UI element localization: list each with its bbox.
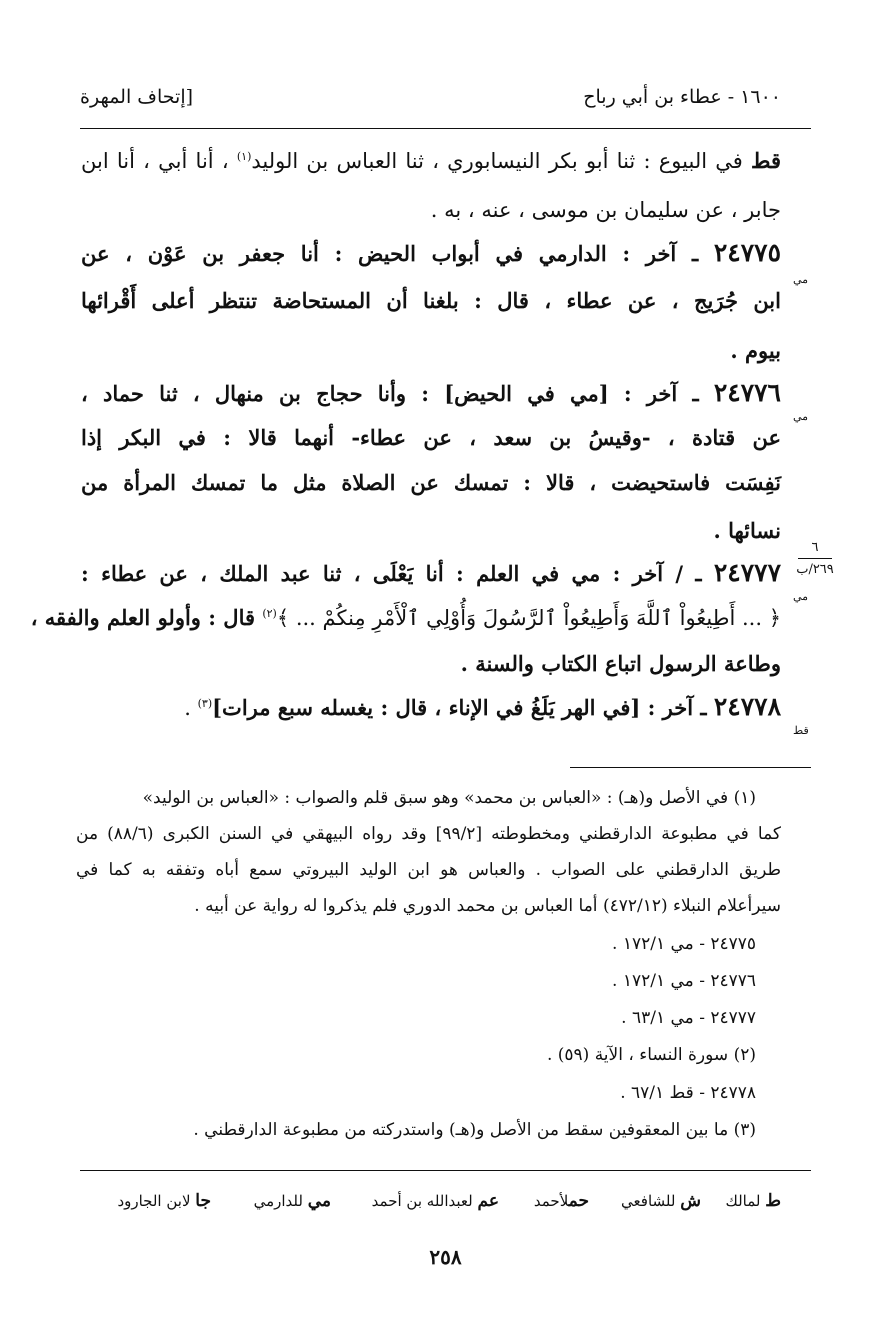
footnote-separator [570,767,811,768]
legend-item-abdullah: عم لعبدالله بن أحمد [371,1191,499,1211]
hadith-24775-line: ٢٤٧٧٥ ـ آخر : الدارمي في أبواب الحيض : أنا جعفر بن عَوْن ، عن [81,238,781,267]
source-abbr: مي [793,273,809,286]
reference-24778: ٢٤٧٧٨ - قط ٦٧/١ . [620,1083,756,1103]
source-abbr: مي [793,590,809,603]
legend-item-shafii: ش للشافعي [621,1191,701,1211]
page-number: ٢٥٨ [429,1245,462,1269]
text-line: ابن جُرَيج ، عن عطاء ، قال : بلغنا أن المستحاضة تنتظر أعلى أَقْرائها [81,288,781,313]
text-line: نسائها . [713,518,781,543]
header-rule [80,128,811,129]
text-line: قط في البيوع : ثنا أبو بكر النيسابوري ، ثنا العباس بن الوليد$^{(١)}$ ، أنا أبي ، أنا ابن [81,148,781,173]
reference-24776: ٢٤٧٧٦ - مي ١٧٢/١ . [612,971,756,991]
source-abbr: مي [793,410,809,423]
text-line: وطاعة الرسول اتباع الكتاب والسنة . [460,651,781,676]
footnote-1-cont: طريق الدارقطني على الصواب . والعباس هو ابن الوليد البيروتي سمع أباه وتفقه به كما في [76,860,781,880]
footnote-3: (٣) ما بين المعقوفين سقط من الأصل و(هـ) واستدركته من مطبوعة الدارقطني . [193,1120,756,1140]
hadith-24777-line: ٢٤٧٧٧ ـ / آخر : مي في العلم : أنا يَعْلَى ، ثنا عبد الملك ، عن عطاء : [81,558,781,587]
legend-item-jarud: جا لابن الجارود [117,1191,211,1211]
hadith-24778-line: ٢٤٧٧٨ ـ آخر : [في الهر يَلَغُ في الإناء ، قال : يغسله سبع مرات]$^{(٣)}$ . [184,692,781,721]
footnote-2: (٢) سورة النساء ، الآية (٥٩) . [546,1045,756,1065]
manuscript-folio-note: ٦ ٢٦٩/ب [796,540,834,577]
reference-24777: ٢٤٧٧٧ - مي ٦٣/١ . [621,1008,756,1028]
legend-item-darimi: مي للدارمي [253,1191,331,1211]
footnote-1-cont: كما في مطبوعة الدارقطني ومخطوطته [٩٩/٢] وقد رواه البيهقي في السنن الكبرى (٨٨/٦) من [76,824,781,844]
hadith-24776-line: ٢٤٧٧٦ ـ آخر : [مي في الحيض] : وأنا حجاج بن منهال ، ثنا حماد ، [81,378,781,407]
reference-24775: ٢٤٧٧٥ - مي ١٧٢/١ . [612,934,756,954]
text-line: عن قتادة ، -وقيسُ بن سعد ، عن عطاء- أنهما قالا : في البكر إذا [81,425,781,450]
legend-item-malik: ط لمالك [725,1191,781,1211]
book-title: [إتحاف المهرة [80,86,194,108]
quran-verse-line: ﴿ ... أَطِيعُواْ ٱللَّهَ وَأَطِيعُواْ ٱلرَّسُولَ وَأُوْلِي ٱلْأَمْرِ مِنكُمْ ... ﴾$^{(٢)}$ قال : وأولو العلم والفقه ، [30,605,781,630]
text-line: جابر ، عن سليمان بن موسى ، عنه ، به . [430,198,781,222]
footnote-1-cont: سيرأعلام النبلاء (٤٧٢/١٢) أما العباس بن محمد الدوري فلم يذكروا له رواية عن أبيه . [194,896,781,916]
legend-item-ahmad: حملأحمد [533,1191,589,1211]
footnote-1: (١) في الأصل و(هـ) : «العباس بن محمد» وهو سبق قلم والصواب : «العباس بن الوليد» [142,788,756,808]
text-line: بيوم . [730,338,781,363]
running-title: ١٦٠٠ - عطاء بن أبي رباح [583,86,781,108]
text-line: نَفِسَت فاستحيضت ، قالا : تمسك عن الصلاة مثل ما تمسك المرأة من [81,470,781,495]
legend-rule [80,1170,811,1171]
source-abbr: قط [793,724,809,737]
